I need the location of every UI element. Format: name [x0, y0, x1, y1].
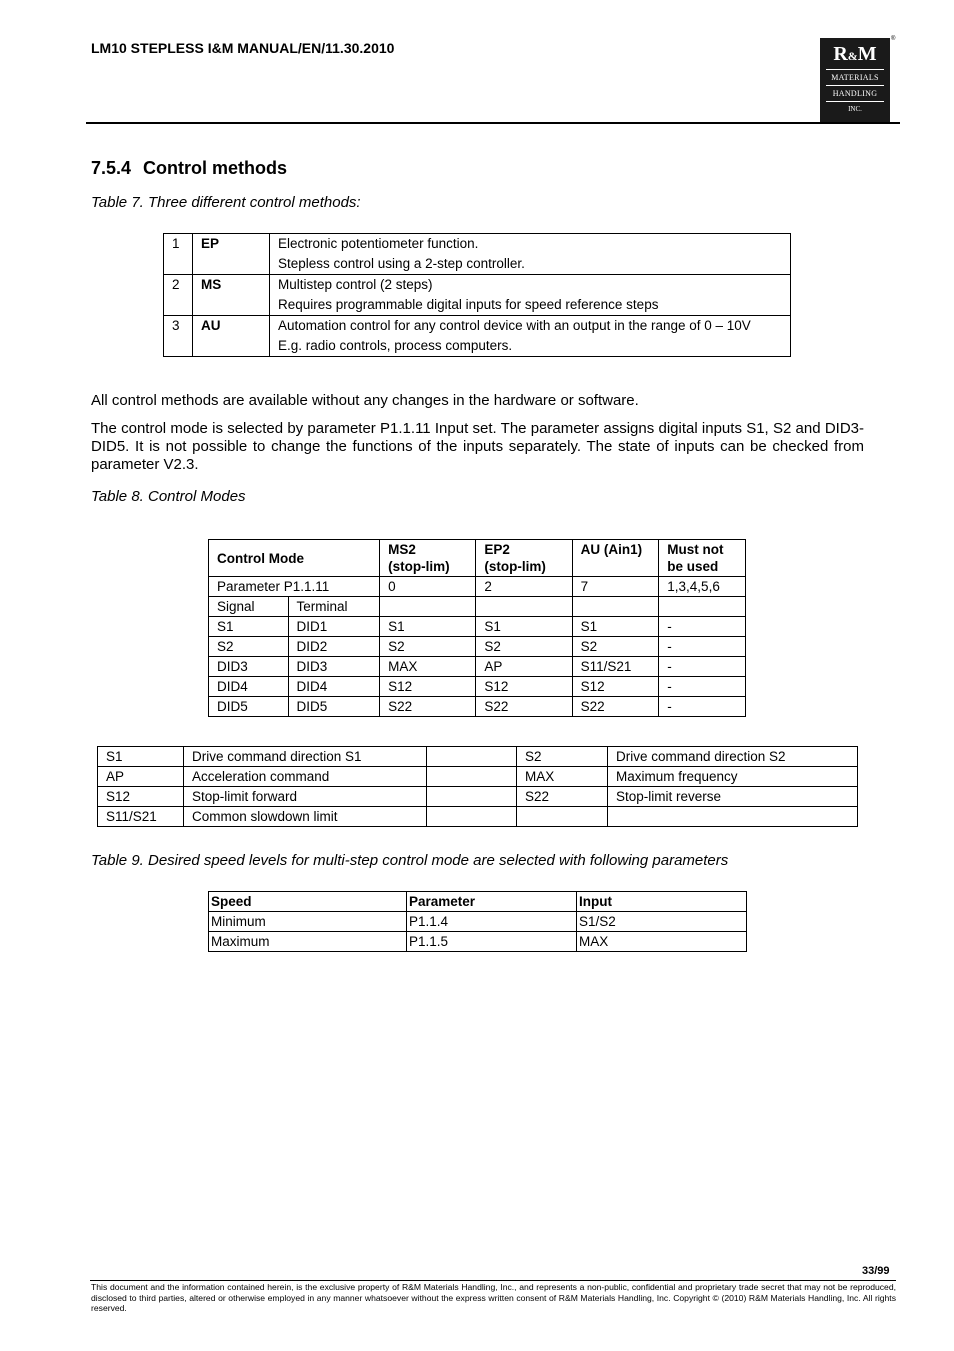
table-row: 2 MS Multistep control (2 steps) Requires programmable digital inputs for speed reference steps	[164, 275, 791, 316]
paragraph-control-mode: The control mode is selected by parameter P1.1.11 Input set. The parameter assigns digital inputs S1, S2 and DID3-DID5. It is not possible to change the functions of the inputs separately. The state of inputs can be checked from parameter V2.3.	[91, 420, 864, 473]
table-row: DID4 DID4 S12 S12 S12 -	[209, 677, 746, 697]
document-header-title: LM10 STEPLESS I&M MANUAL/EN/11.30.2010	[91, 40, 395, 56]
table9-caption: Table 9. Desired speed levels for multi-step control mode are selected with following parameters	[91, 852, 729, 869]
table-row: Parameter P1.1.11 0 2 7 1,3,4,5,6	[209, 577, 746, 597]
registered-mark: ®	[891, 36, 896, 42]
table-row: S1 DID1 S1 S1 S1 -	[209, 617, 746, 637]
control-modes-table	[208, 539, 746, 717]
table-row: AP Acceleration command MAX Maximum frequency	[98, 767, 858, 787]
table8-caption: Table 8. Control Modes	[91, 488, 246, 505]
table-row: Maximum P1.1.5 MAX	[209, 932, 747, 952]
table-header-row: Control Mode MS2 (stop-lim) EP2 (stop-lim) AU (Ain1) Must not be used	[209, 540, 746, 577]
table-row: S2 DID2 S2 S2 S2 -	[209, 637, 746, 657]
company-logo: R&M MATERIALS HANDLING INC.	[820, 38, 890, 122]
paragraph-hardware: All control methods are available without any changes in the hardware or software.	[91, 392, 639, 409]
control-methods-table	[163, 233, 791, 357]
table-row: Signal Terminal	[209, 597, 746, 617]
copyright-notice: This document and the information contained herein, is the exclusive property of R&M Materials Handling, Inc., and represents a non-public, confidential and proprietary trade secret that may not be reproduced, disclosed to third parties, altered or otherwise employed in any manner whatsoever without the express written consent of R&M Materials Handling, Inc. Copyright © (2010) R&M Materials Handling, Inc. All rights reserved.	[91, 1282, 896, 1313]
table-row: DID5 DID5 S22 S22 S22 -	[209, 697, 746, 717]
header-divider	[86, 122, 900, 124]
table-row: S1 Drive command direction S1 S2 Drive command direction S2	[98, 747, 858, 767]
table-row: S11/S21 Common slowdown limit	[98, 807, 858, 827]
speed-levels-table	[208, 891, 747, 952]
page-number: 33/99	[862, 1265, 890, 1277]
footer-divider	[90, 1280, 896, 1281]
table-row: 1 EP Electronic potentiometer function. Stepless control using a 2-step controller.	[164, 234, 791, 275]
table-row: Minimum P1.1.4 S1/S2	[209, 912, 747, 932]
table-row: 3 AU Automation control for any control device with an output in the range of 0 – 10V E.g. radio controls, process computers.	[164, 316, 791, 357]
table-row: DID3 DID3 MAX AP S11/S21 -	[209, 657, 746, 677]
table-header-row: Speed Parameter Input	[209, 892, 747, 912]
section-heading: 7.5.4 Control methods	[91, 158, 288, 178]
table-row: S12 Stop-limit forward S22 Stop-limit reverse	[98, 787, 858, 807]
table7-caption: Table 7. Three different control methods:	[91, 194, 361, 211]
signal-legend-table	[97, 746, 858, 827]
